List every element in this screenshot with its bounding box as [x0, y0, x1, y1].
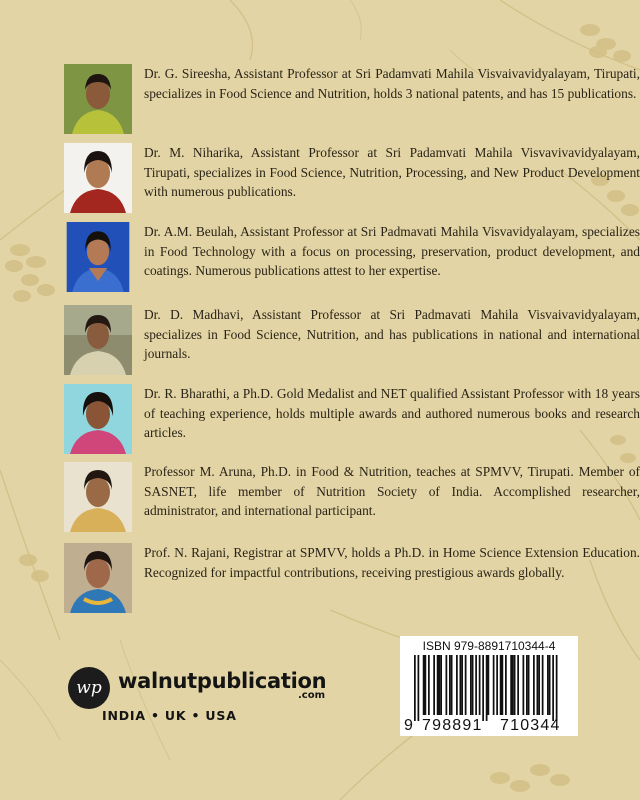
barcode-bar — [437, 655, 439, 715]
barcode-bar — [496, 655, 498, 715]
barcode-bar — [547, 655, 549, 715]
author-photo-3 — [64, 222, 132, 292]
barcode-bar — [493, 655, 495, 715]
barcode-bar — [549, 655, 551, 715]
barcode-bar — [482, 655, 484, 721]
publisher-logo — [68, 664, 338, 712]
barcode-bar — [512, 655, 514, 715]
isbn-label: ISBN 979-8891710344-4 — [422, 639, 556, 653]
barcode-bar — [433, 655, 435, 715]
barcode-bar — [526, 655, 528, 715]
barcode-bar — [542, 655, 544, 715]
author-photo-7 — [64, 543, 132, 613]
barcode-bar — [461, 655, 463, 715]
barcode-bar — [475, 655, 477, 715]
author-block-1 — [64, 64, 640, 134]
barcode-bar — [456, 655, 458, 715]
author-bio-3: Dr. A.M. Beulah, Assistant Professor at Sri Padmavati Mahila Visvavidyalayam, specializes in Food Technology with a focus on processing, preservation, product development, and coatings. Numerous publications attest to her expertise. — [144, 224, 640, 278]
author-bio-6: Professor M. Aruna, Ph.D. in Food & Nutrition, teaches at SPMVV, Tirupati. Member of SASNET, life member of Nutrition Society of India. Accomplished researcher, administrator, and international participant. — [144, 464, 640, 518]
barcode-digit-lead: 9 — [404, 717, 413, 734]
author-bio-2: Dr. M. Niharika, Assistant Professor at Sri Padamvati Mahila Visvavivavidyalayam, Tirupati, specializes in Food Science, Nutrition, Processing, and New Product Development with numerous publications. — [144, 145, 640, 199]
publisher-domain: .com — [298, 690, 326, 701]
barcode-bar — [502, 655, 504, 715]
barcode-bar — [465, 655, 467, 715]
author-bio-1: Dr. G. Sireesha, Assistant Professor at Sri Padamvati Mahila Visvaivavidyalayam, Tirupati, specializes in Food Science and Nutrition, holds 3 national patents, and has 15 publications. — [144, 66, 640, 101]
barcode-bar — [517, 655, 519, 715]
barcode-digits-right: 710344 — [500, 717, 561, 734]
barcode-bar — [556, 655, 558, 721]
barcode-bar — [451, 655, 453, 715]
barcode-bar — [528, 655, 530, 715]
author-block-2 — [64, 143, 640, 213]
barcode-bar — [439, 655, 441, 715]
publisher-regions: INDIA • UK • USA — [102, 708, 237, 723]
author-bio-5: Dr. R. Bharathi, a Ph.D. Gold Medalist and NET qualified Assistant Professor with 18 years of teaching experience, holds multiple awards and authored numerous books and research articles. — [144, 386, 640, 440]
barcode-bar — [510, 655, 512, 715]
publisher-name: walnutpublication — [118, 669, 327, 693]
author-photo-1 — [64, 64, 132, 134]
author-photo-2 — [64, 143, 132, 213]
barcode-bar — [425, 655, 427, 715]
barcode-bar — [533, 655, 535, 715]
barcode-bar — [500, 655, 502, 715]
barcode-bar — [440, 655, 442, 715]
author-block-7 — [64, 543, 640, 613]
barcode-bar — [514, 655, 516, 715]
barcode-bar — [552, 655, 554, 721]
publisher-logo-mark: wp — [68, 667, 110, 709]
barcode-bar — [486, 655, 488, 721]
author-block-3 — [64, 222, 640, 292]
author-photo-5 — [64, 384, 132, 454]
author-bio-4: Dr. D. Madhavi, Assistant Professor at Sri Padmavati Mahila Visvaivavidyalayam, specializes in Food Science, Nutrition, and has publications in national and international journals. — [144, 307, 640, 361]
isbn-barcode — [400, 636, 578, 736]
barcode-bar — [423, 655, 425, 715]
barcode-bar — [449, 655, 451, 715]
barcode-bar — [446, 655, 448, 715]
barcode-bar — [418, 655, 420, 721]
barcode-bar — [488, 655, 490, 715]
author-block-6 — [64, 462, 640, 532]
barcode-bar — [472, 655, 474, 715]
barcode-bar — [479, 655, 481, 715]
barcode-bar — [505, 655, 507, 715]
author-block-5 — [64, 384, 640, 454]
barcode-bar — [537, 655, 539, 715]
author-photo-6 — [64, 462, 132, 532]
barcode-bar — [470, 655, 472, 715]
author-bio-7: Prof. N. Rajani, Registrar at SPMVV, holds a Ph.D. in Home Science Extension Education. Recognized for impactful contributions, receiving prestigious awards globally. — [144, 545, 640, 580]
barcode-bar — [428, 655, 430, 715]
barcode-bar — [523, 655, 525, 715]
barcode-bar — [414, 655, 416, 721]
barcode-bar — [460, 655, 462, 715]
author-photo-4 — [64, 305, 132, 375]
barcode-bar — [538, 655, 540, 715]
barcode-digits-left: 798891 — [422, 717, 483, 734]
author-block-4 — [64, 305, 640, 375]
